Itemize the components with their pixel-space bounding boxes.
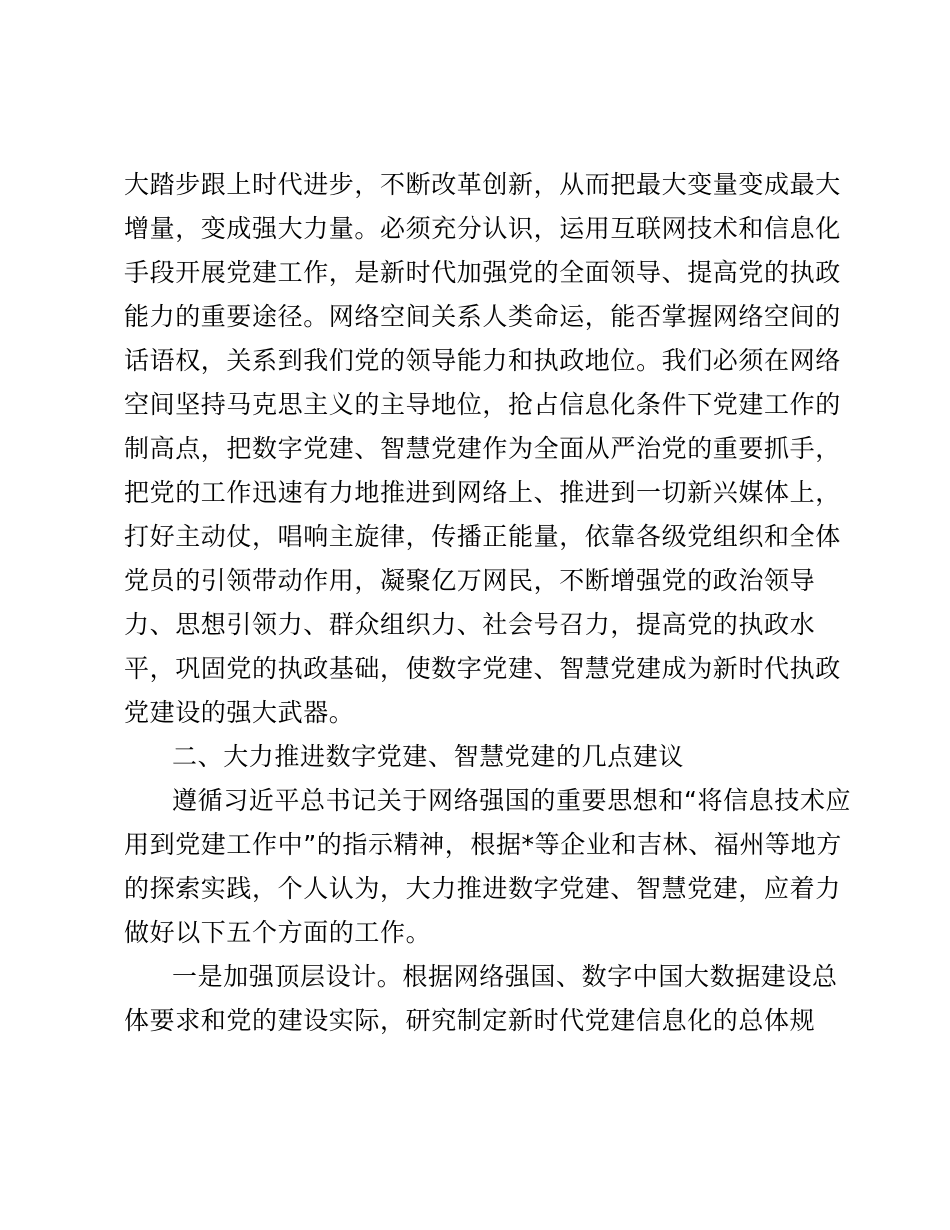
text-line: 把党的工作迅速有力地推进到网络上、推进到一切新兴媒体上， [124, 478, 841, 507]
text-line: 制高点，把数字党建、智慧党建作为全面从严治党的重要抓手， [124, 434, 841, 463]
text-line: 的探索实践，个人认为，大力推进数字党建、智慧党建，应着力 [124, 874, 841, 903]
text-line: 增量，变成强大力量。必须充分认识，运用互联网技术和信息化 [124, 214, 841, 243]
text-line: 做好以下五个方面的工作。 [124, 918, 432, 947]
text-line: 能力的重要途径。网络空间关系人类命运，能否掌握网络空间的 [124, 302, 841, 331]
text-line: 一是加强顶层设计。根据网络强国、数字中国大数据建设总 [172, 962, 838, 991]
text-line: 空间坚持马克思主义的主导地位，抢占信息化条件下党建工作的 [124, 390, 841, 419]
text-line: 手段开展党建工作，是新时代加强党的全面领导、提高党的执政 [124, 258, 841, 287]
text-line: 大踏步跟上时代进步，不断改革创新，从而把最大变量变成最大 [124, 170, 841, 199]
text-line: 平，巩固党的执政基础，使数字党建、智慧党建成为新时代执政 [124, 654, 841, 683]
text-line: 体要求和党的建设实际，研究制定新时代党建信息化的总体规 [124, 1006, 816, 1035]
text-line: 话语权，关系到我们党的领导能力和执政地位。我们必须在网络 [124, 346, 841, 375]
text-line: 遵循习近平总书记关于网络强国的重要思想和“将信息技术应 [172, 786, 852, 815]
text-line: 用到党建工作中”的指示精神，根据*等企业和吉林、福州等地方 [124, 830, 842, 859]
section-heading: 二、大力推进数字党建、智慧党建的几点建议 [172, 742, 685, 771]
text-line: 打好主动仗，唱响主旋律，传播正能量，依靠各级党组织和全体 [124, 522, 841, 551]
text-line: 党建设的强大武器。 [124, 698, 355, 727]
text-line: 党员的引领带动作用，凝聚亿万网民，不断增强党的政治领导 [124, 566, 816, 595]
text-line: 力、思想引领力、群众组织力、社会号召力，提高党的执政水 [124, 610, 816, 639]
